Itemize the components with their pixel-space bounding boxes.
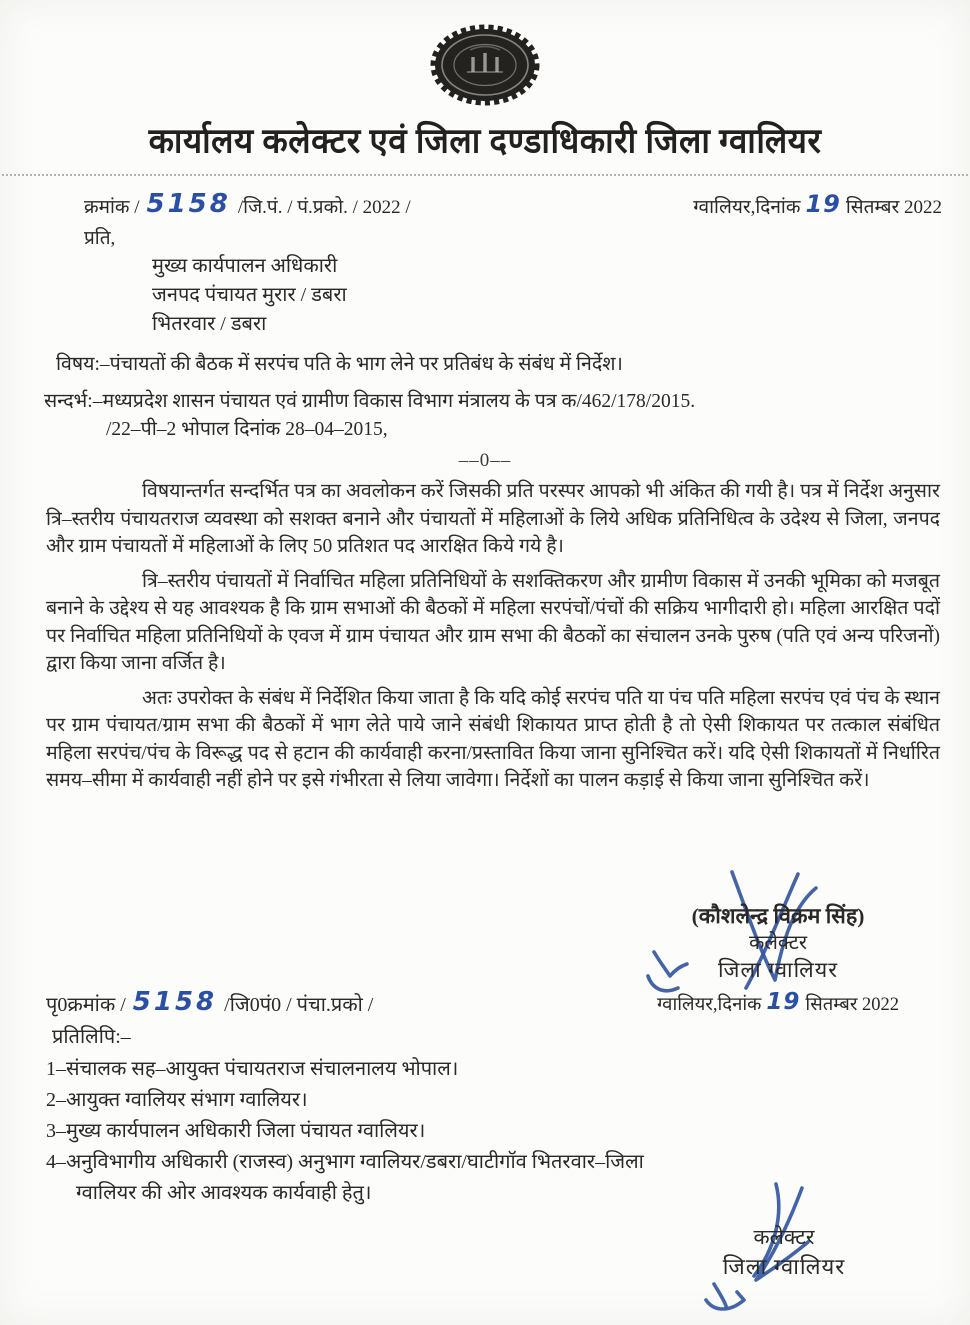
addressee-line: जनपद पंचायत मुरार / डबरा [152,284,347,306]
salutation: प्रति, [84,228,116,249]
header-divider-line [2,174,968,176]
addressee-block [152,252,970,339]
signatory-district: जिला ग्वालियर [717,958,838,982]
reference-line-2: /22–पी–2 भोपाल दिनांक 28–04–2015, [106,419,388,440]
endorsement-suffix: /जि0पं0 / पंचा.प्रको / [224,994,374,1016]
outward-number-suffix: /जि.पं. / पं.प्रको. / 2022 / [237,197,411,218]
dispatch-date-line [693,191,942,219]
handwritten-endorsement-number: 5158 [132,987,218,1017]
signature-month-year: सितम्बर 2022 [805,995,900,1015]
dispatch-place-label: ग्वालियर,दिनांक [693,197,801,218]
addressee-line: मुख्य कार्यपालन अधिकारी [152,255,338,277]
handwritten-dispatch-day: 19 [805,190,841,218]
reference-line-1: सन्दर्भ:–मध्यप्रदेश शासन पंचायत एवं ग्रामीण विकास विभाग मंत्रालय के पत्र क/462/178/2015. [44,391,696,412]
signature-place-label: ग्वालियर,दिनांक [656,995,762,1015]
footer-designation: कलेक्टर [753,1225,815,1249]
footer-district: जिला ग्वालियर [722,1254,846,1279]
body-paragraph-1: विषयान्तर्गत सन्दर्भित पत्र का अवलोकन करें जिसकी प्रति परस्पर आपको भी अंकित की गयी है। पत्र में निर्देश अनुसार त्रि–स्तरीय पंचायतराज व्यवस्था को सशक्त बनाने और पंचायतों में महिलाओं के लिये अधिक प्रतिनिधित्व के उदेश्य से जिला, जनपद और ग्राम पंचायतों में महिलाओं के लिए 50 प्रतिशत पद आरक्षित किये गये है। [46,481,940,557]
copy-list [46,1054,694,1209]
copy-list-item: 1–संचालक सह–आयुक्त पंचायतराज संचालनालय भोपाल। [46,1058,459,1080]
signatory-designation: कलेक्टर [748,932,808,954]
endorsement-number-line [46,988,373,1018]
copy-list-label: प्रतिलिपि:– [52,1026,131,1048]
signature-date-line [608,990,948,1019]
outward-number-prefix: क्रमांक / [84,197,140,218]
reference-block [44,388,940,444]
handwritten-signature-day: 19 [766,989,801,1015]
signatory-block [608,903,948,1019]
signatory-name: (कौशलेन्द्र विक्रम सिंह) [691,904,865,928]
dispatch-month-year: सितम्बर 2022 [845,197,942,218]
outward-number-line [84,190,411,220]
handwritten-outward-number: 5158 [146,189,231,219]
body-paragraph-3: अतः उपरोक्त के संबंध में निर्देशित किया जाता है कि यदि कोई सरपंच पति या पंच पति महिला सरपंच एवं पंच के स्थान पर ग्राम पंचायत/ग्राम सभा की बैठकों में भाग लेते पाये जाने संबंधी शिकायत प्राप्त होती है तो ऐसी शिकायत पर तत्काल संबंधित महिला सरपंच/पंच के विरूद्ध पद से हटान की कार्यवाही करना/प्रस्तावित किया जाना सुनिश्चित करें। यदि ऐसी शिकायतों में निर्धारित समय–सीमा में कार्यवाही नहीं होने पर इसे गंभीरता से लिया जावेगा। निर्देशों का पालन कड़ाई से किया जाना सुनिश्चित करें। [46,687,940,791]
office-header-title: कार्यालय कलेक्टर एवं जिला दण्डाधिकारी जिला ग्वालियर [148,123,822,162]
copy-list-item: 4–अनुविभागीय अधिकारी (राजस्व) अनुभाग ग्वालियर/डबरा/घाटीगॉव भितरवार–जिला ग्वालियर की ओर आवश्यक कार्यवाही हेतु। [46,1151,644,1204]
footer-signatory-block [664,1222,904,1282]
body-paragraph-2: त्रि–स्तरीय पंचायतों में निर्वाचित महिला प्रतिनिधियों के सशक्तिकरण और ग्रामीण विकास में उनकी भूमिका को मजबूत बनाने के उद्देश्य से यह आवश्यक है कि ग्राम सभाओं की बैठकों में महिला सरपंचों/पंचों की सक्रिय भागीदारी हो। महिला आरक्षित पदों पर निर्वाचित महिला प्रतिनिधियों के एवज में ग्राम पंचायत और ग्राम सभा की बैठकों का संचालन उनके पुरुष (पति एवं अन्य परिजनों) द्वारा किया जाना वर्जित है। [46,570,940,674]
ref-number-row [0,190,970,220]
copy-list-item: 3–मुख्य कार्यपालन अधिकारी जिला पंचायत ग्वालियर। [46,1120,426,1142]
endorsement-prefix: पृ0क्रमांक / [46,994,126,1016]
copy-list-item: 2–आयुक्त ग्वालियर संभाग ग्वालियर। [46,1089,308,1111]
subject-line: विषय:–पंचायतों की बैठक में सरपंच पति के भाग लेने पर प्रतिबंध के संबंध में निर्देश। [56,354,623,375]
section-divider: ––0–– [458,450,512,471]
letter-body [0,478,970,795]
addressee-line: भितरवार / डबरा [152,313,267,335]
government-seal-icon [422,20,548,115]
